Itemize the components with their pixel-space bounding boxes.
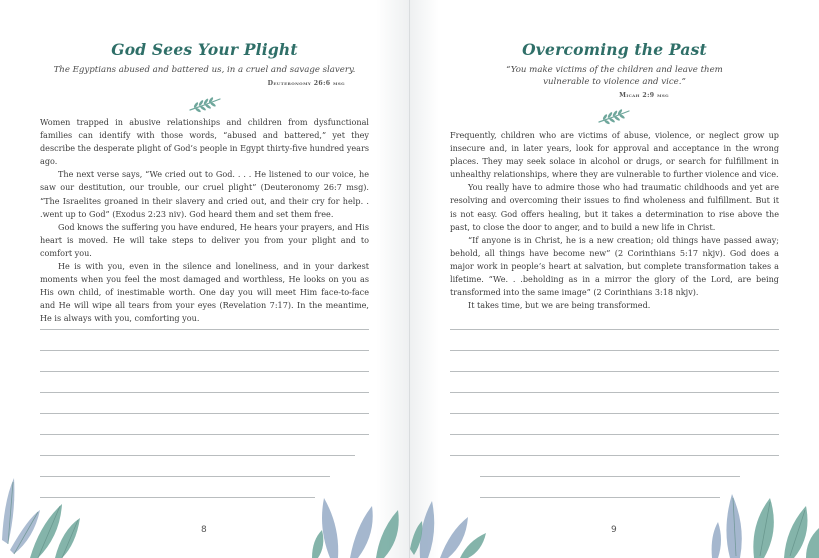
paragraph: “If anyone is in Christ, he is a new creation; old things have passed away; behold, all things have become new” (2 Corinthians 5:17 nkjv). God does a major work in people’s heart at salvation, but complete transformation takes a lifetime. “We. . .beholding as in a mirror the glory of the Lord, are being transformed into the same image” (2 Corinthians 3:18 nkjv). (450, 234, 779, 298)
journal-line[interactable] (40, 329, 369, 330)
journal-line[interactable] (450, 350, 779, 351)
journal-line[interactable] (40, 350, 369, 351)
page-number: 8 (201, 525, 207, 535)
leaf-illustration-icon (0, 440, 150, 558)
journal-line[interactable] (40, 392, 369, 393)
scripture-reference: Deuteronomy 26:6 msg (267, 80, 345, 87)
page-title: Overcoming the Past (522, 40, 707, 59)
leaf-illustration-icon (710, 470, 819, 558)
leaf-illustration-icon (310, 468, 409, 558)
journal-line[interactable] (40, 413, 369, 414)
journal-line[interactable] (450, 455, 779, 456)
journal-line[interactable] (450, 392, 779, 393)
journal-line[interactable] (450, 434, 779, 435)
paragraph: He is with you, even in the silence and loneliness, and in your darkest moments when you feel the most damaged and worthless, He looks on you as His own child, of inestimable worth. One day you will meet Him face-to-face and He will wipe all tears from your eyes (Revelation 7:17). In the meantime, He is always with you, comforting you. (40, 261, 369, 324)
right-page (410, 0, 819, 558)
paragraph: It takes time, but we are being transformed. (468, 300, 651, 311)
journal-line[interactable] (480, 476, 740, 477)
paragraph: God knows the suffering you have endured, He hears your prayers, and His heart is moved. He will take steps to deliver you from your plight and to comfort you. (40, 221, 369, 258)
page-title: God Sees Your Plight (111, 40, 298, 59)
leaf-illustration-icon (410, 465, 490, 558)
journal-line[interactable] (450, 413, 779, 414)
left-page (0, 0, 409, 558)
epigraph: The Egyptians abused and battered us, in a cruel and savage slavery. (53, 65, 356, 75)
sprig-ornament-icon (187, 95, 223, 113)
devotional-text (450, 129, 779, 312)
paragraph: Women trapped in abusive relationships and children from dysfunctional families can identify with those words, “abused and battered,” yet they describe the desperate plight of God’s people in Egypt thirty-five hundred years ago. (40, 117, 370, 167)
paragraph: You really have to admire those who had traumatic childhoods and yet are resolving and overcoming their issues to find wholeness and fulfillment. But it is not easy. God offers healing, but it takes a determination to rise above the past, to close the door to anger, and to build a new life in Christ. (450, 182, 779, 232)
scripture-reference: Micah 2:9 msg (619, 92, 669, 99)
devotional-text (40, 116, 369, 326)
journal-line[interactable] (40, 371, 369, 372)
page-number: 9 (611, 525, 617, 535)
journal-line[interactable] (480, 497, 720, 498)
journal-line[interactable] (450, 329, 779, 330)
journal-line[interactable] (450, 371, 779, 372)
sprig-ornament-icon (596, 107, 632, 125)
journal-line[interactable] (40, 434, 369, 435)
paragraph: The next verse says, “We cried out to God. . . . He listened to our voice, he saw our destitution, our trouble, our cruel plight” (Deuteronomy 26:7 msg). “The Israelites groaned in their slavery and cried out, and their cry for help. . .went up to God” (Exodus 2:23 niv). God heard them and set them free. (40, 169, 369, 219)
paragraph: Frequently, children who are victims of abuse, violence, or neglect grow up insecure and, in later years, look for approval and acceptance in the wrong places. They may seek solace in alcohol or drugs, or search for fulfillment in unhealthy relationships, where they are vulnerable to further violence and vice. (450, 130, 779, 180)
epigraph: “You make victims of the children and leave them vulnerable to violence and vice.” (506, 65, 723, 87)
